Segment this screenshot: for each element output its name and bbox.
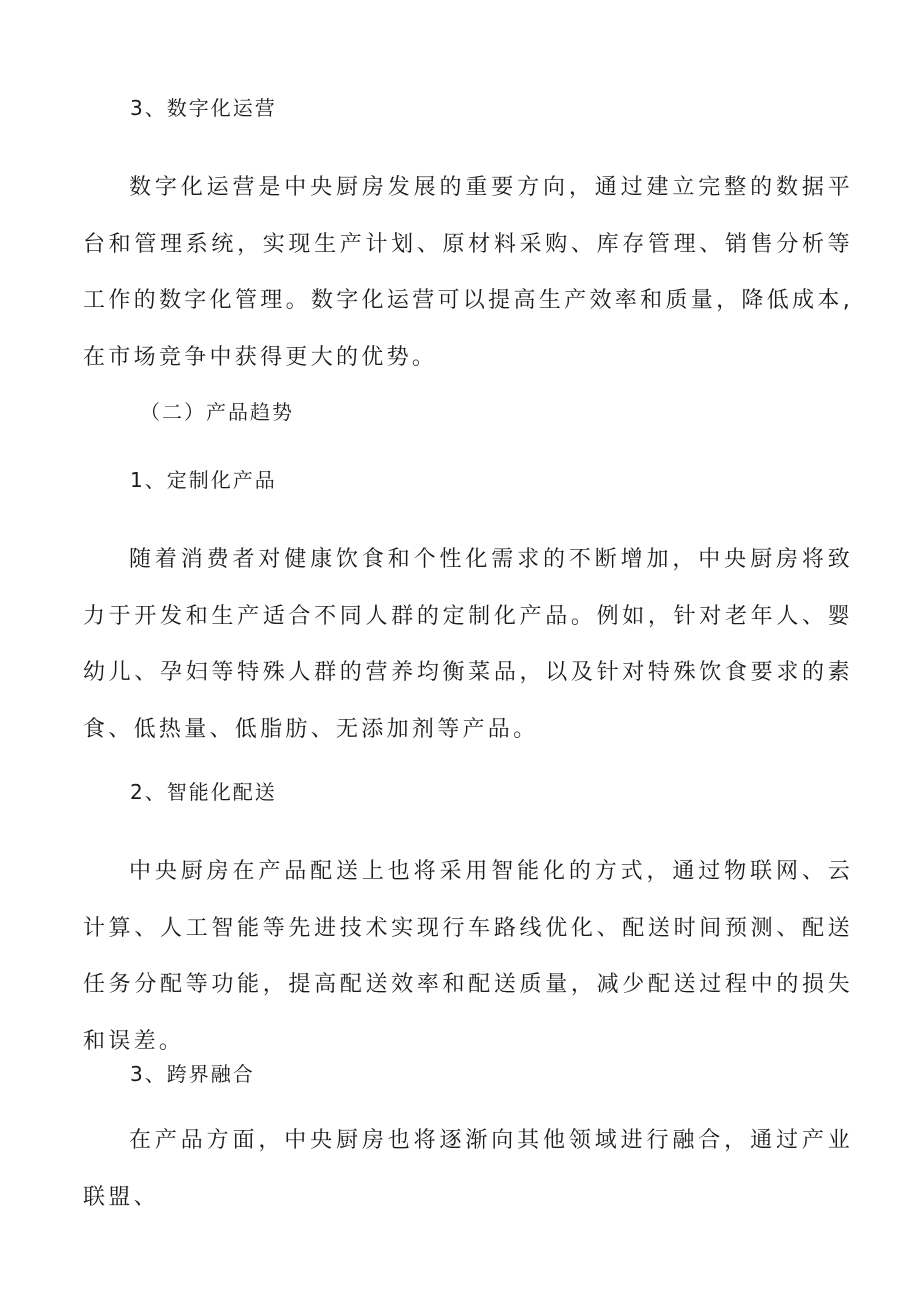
paragraph-cross-industry: 在产品方面，中央厨房也将逐渐向其他领域进行融合，通过产业联盟、 <box>83 1128 853 1210</box>
section-heading-product-trends: （二）产品趋势 <box>140 400 294 424</box>
section-heading-customized-products: 1、定制化产品 <box>130 468 277 492</box>
section-heading-smart-delivery: 2、智能化配送 <box>130 780 277 804</box>
paragraph-smart-delivery: 中央厨房在产品配送上也将采用智能化的方式，通过物联网、云计算、人工智能等先进技术实现行车路线优化、配送时间预测、配送任务分配等功能，提高配送效率和配送质量，减少配送过程中的损失和误差。 <box>83 859 853 1054</box>
paragraph-customized-products: 随着消费者对健康饮食和个性化需求的不断增加，中央厨房将致力于开发和生产适合不同人群的定制化产品。例如，针对老年人、婴幼儿、孕妇等特殊人群的营养均衡菜品，以及针对特殊饮食要求的素食、低热量、低脂肪、无添加剂等产品。 <box>83 547 853 742</box>
paragraph-digital-operations: 数字化运营是中央厨房发展的重要方向，通过建立完整的数据平台和管理系统，实现生产计划、原材料采购、库存管理、销售分析等工作的数字化管理。数字化运营可以提高生产效率和质量，降低成本,在市场竞争中获得更大的优势。 <box>83 175 853 370</box>
section-heading-cross-industry: 3、跨界融合 <box>130 1062 255 1086</box>
section-heading-digital-operations: 3、数字化运营 <box>130 96 277 120</box>
